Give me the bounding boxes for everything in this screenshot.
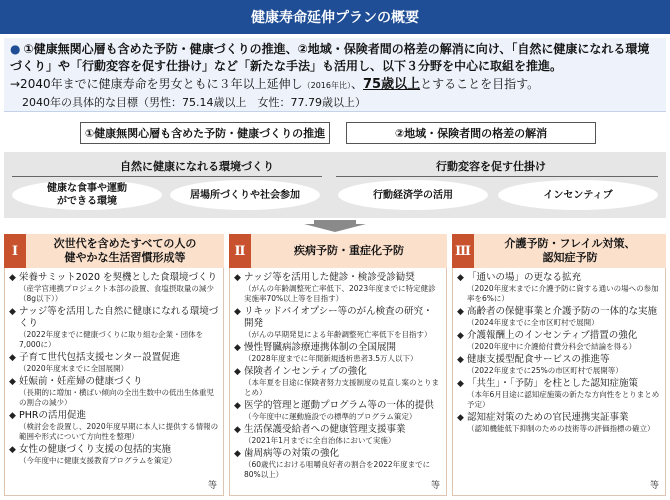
item-sub: （検討会を設置し、2020年度早期に本人に提供する情報の範囲や形式について方向性を整理） xyxy=(19,422,219,441)
list-item xyxy=(457,412,661,434)
item-sub: （本年夏を目途に保険者努力支援制度の見直し案のとりまとめ） xyxy=(244,378,439,397)
list-item xyxy=(9,376,219,408)
diamond-icon: ◆ xyxy=(234,401,241,411)
diamond-icon: ◆ xyxy=(457,355,464,365)
item-main: 女性の健康づくり支援の包括的実施 xyxy=(19,444,172,455)
summary-line-2-small: （2016年比） xyxy=(302,81,351,90)
column-1 xyxy=(4,234,224,496)
column-1-number: Ⅰ xyxy=(4,234,26,268)
item-sub: （長期的に増加・横ばい傾向の全出生数中の低出生体重児の割合の減少） xyxy=(19,388,214,407)
column-1-title: 次世代を含めたすべての人の 健やかな生活習慣形成等 xyxy=(53,237,197,264)
list-item xyxy=(234,342,442,364)
diamond-icon: ◆ xyxy=(457,273,464,283)
summary-line-1 xyxy=(10,41,660,75)
summary-line-2 xyxy=(10,75,660,95)
item-sub: （2020年度末までに介護予防に資する通いの場への参加率を6%に） xyxy=(467,284,659,303)
diamond-icon: ◆ xyxy=(9,445,16,455)
bullet-icon: ● xyxy=(10,42,21,56)
summary-line-2-suffix: とすることを目指す。 xyxy=(420,77,540,91)
diamond-icon: ◆ xyxy=(234,425,241,435)
column-3 xyxy=(452,234,666,496)
item-sub: （2020年度末までに全国展開） xyxy=(19,364,129,373)
column-3-number: Ⅲ xyxy=(452,234,474,268)
item-main: 医学的管理と運動プログラム等の一体的提供 xyxy=(244,400,434,411)
item-sub: （2022年度までに25%の市区町村で展開等） xyxy=(467,366,623,375)
summary-box xyxy=(4,38,666,112)
item-sub: （2022年度までに健康づくりに取り組む企業・団体を7,000に） xyxy=(19,330,204,349)
list-item xyxy=(234,400,442,422)
mechanism-behavioral-economics: 行動経済学の活用 xyxy=(338,180,488,210)
list-item xyxy=(234,272,442,304)
diamond-icon: ◆ xyxy=(234,273,241,283)
list-item xyxy=(9,272,219,304)
goal-box-right: ②地域・保険者間の格差の解消 xyxy=(346,122,596,144)
column-2-title: 疾病予防・重症化予防 xyxy=(294,244,404,257)
item-main: PHRの活用促進 xyxy=(19,410,86,421)
item-sub: （60歳代における咀嚼良好者の割合を2022年度までに80%以上） xyxy=(244,460,431,479)
mechanism-divider-right xyxy=(336,176,658,177)
item-main: 保険者インセンティブの強化 xyxy=(244,366,367,377)
item-sub: （がんの年齢調整死亡率低下、2023年度までに特定健診実施率70%以上等を目指す） xyxy=(244,284,436,303)
item-main: 「通いの場」の更なる拡充 xyxy=(467,272,582,283)
item-main: 栄養サミット2020 を契機とした食環境づくり xyxy=(19,272,218,283)
item-sub: （2020年度中に介護給付費分科会で結論を得る） xyxy=(467,342,637,351)
column-2-body xyxy=(229,268,447,496)
summary-line-1-text: ①健康無関心層も含めた予防・健康づくりの推進、②地域・保険者間の格差の解消に向け、「自然に健康になれる環境づくり」や「行動変容を促す仕掛け」など「新たな手法」も活用し、以下３分野を中心に取組を推進。 xyxy=(10,42,650,73)
list-item xyxy=(234,366,442,398)
mechanism-heading-left: 自然に健康になれる環境づくり xyxy=(120,160,274,173)
item-main: ナッジ等を活用した自然に健康になれる環境づくり xyxy=(19,306,219,329)
diamond-icon: ◆ xyxy=(457,413,464,423)
summary-line-2-strong: 75歳以上 xyxy=(362,77,421,92)
list-item xyxy=(234,306,442,340)
item-sub: （本年6月目途に認知症施策の新たな方向性をとりまとめ予定） xyxy=(467,390,660,409)
item-main: 認知症対策のための官民連携実証事業 xyxy=(467,412,629,423)
column-3-body xyxy=(452,268,666,496)
mechanism-divider-left xyxy=(12,176,322,177)
item-sub: （2021年1月までに全自治体において実施） xyxy=(244,436,396,445)
item-main: 生活保護受給者への健康管理支援事業 xyxy=(244,424,406,435)
item-main: 高齢者の保健事業と介護予防の一体的な実施 xyxy=(467,306,658,317)
item-sub: （産学官連携プロジェクト本部の設置、食塩摂取量の減少（8g以下）） xyxy=(19,284,214,303)
diamond-icon: ◆ xyxy=(234,307,241,317)
list-item xyxy=(457,330,661,352)
diamond-icon: ◆ xyxy=(457,379,464,389)
down-arrow-icon xyxy=(304,220,366,232)
list-item xyxy=(457,272,661,304)
item-main: 子育て世代包括支援センター設置促進 xyxy=(19,352,181,363)
list-item xyxy=(234,424,442,446)
list-item xyxy=(9,444,219,466)
etc-label: 等 xyxy=(649,481,659,491)
list-item xyxy=(9,352,219,374)
mechanism-healthy-environment: 健康な食事や運動 ができる環境 xyxy=(12,180,162,210)
item-main: ナッジ等を活用した健診・検診受診勧奨 xyxy=(244,272,415,283)
item-main: リキッドバイオプシー等のがん検査の研究・開発 xyxy=(244,306,433,329)
page-title xyxy=(0,0,670,34)
diamond-icon: ◆ xyxy=(457,307,464,317)
page-title-text: 健康寿命延伸プランの概要 xyxy=(251,10,419,26)
item-main: 妊娠前・妊産婦の健康づくり xyxy=(19,376,143,387)
diamond-icon: ◆ xyxy=(9,307,16,317)
item-sub: （今年度中に健康支援教育プログラムを策定） xyxy=(19,456,177,465)
diamond-icon: ◆ xyxy=(9,273,16,283)
item-main: 介護報酬上のインセンティブ措置の強化 xyxy=(467,330,638,341)
list-item xyxy=(9,410,219,442)
item-main: 歯周病等の対策の強化 xyxy=(244,448,340,459)
column-1-header xyxy=(4,234,224,268)
list-item xyxy=(457,378,661,410)
item-sub: （2024年度までに全市区町村で展開） xyxy=(467,318,599,327)
list-item xyxy=(234,448,442,480)
list-item xyxy=(457,306,661,328)
column-2-number: Ⅱ xyxy=(229,234,251,268)
diamond-icon: ◆ xyxy=(234,343,241,353)
item-sub: （2028年度までに年間新規透析患者3.5万人以下） xyxy=(244,354,418,363)
item-sub: （がんの早期発見による年齢調整死亡率低下を目指す） xyxy=(244,330,432,339)
mechanism-social-participation: 居場所づくりや社会参加 xyxy=(170,180,320,210)
item-main: 慢性腎臓病診療連携体制の全国展開 xyxy=(244,342,397,353)
column-3-title: 介護予防・フレイル対策、 認知症予防 xyxy=(504,237,636,264)
column-2 xyxy=(229,234,447,496)
diamond-icon: ◆ xyxy=(457,331,464,341)
diamond-icon: ◆ xyxy=(9,377,16,387)
summary-line-2-mid: 、 xyxy=(350,77,363,91)
etc-label: 等 xyxy=(207,481,217,491)
item-main: 「共生」・「予防」を柱とした認知症施策 xyxy=(467,378,639,389)
item-sub: （今年度中に運動施設での標準的プログラム策定） xyxy=(244,412,417,421)
summary-line-3: 2040年の具体的な目標（男性：75.14歳以上 女性：77.79歳以上） xyxy=(22,96,366,109)
mechanism-heading-right: 行動変容を促す仕掛け xyxy=(436,160,546,173)
goal-box-left: ①健康無関心層も含めた予防・健康づくりの推進 xyxy=(80,122,330,144)
item-sub: （認知機能低下抑制のための技術等の評価指標の確立） xyxy=(467,424,655,433)
diamond-icon: ◆ xyxy=(9,353,16,363)
column-1-body xyxy=(4,268,224,496)
list-item xyxy=(9,306,219,350)
column-3-header xyxy=(452,234,666,268)
column-2-header xyxy=(229,234,447,268)
item-main: 健康支援型配食サービスの推進等 xyxy=(467,354,610,365)
etc-label: 等 xyxy=(430,481,440,491)
diamond-icon: ◆ xyxy=(9,411,16,421)
diamond-icon: ◆ xyxy=(234,449,241,459)
mechanism-incentive: インセンティブ xyxy=(498,180,658,210)
list-item xyxy=(457,354,661,376)
summary-line-2-prefix: →2040年までに健康寿命を男女ともに３年以上延伸し xyxy=(10,77,303,91)
diamond-icon: ◆ xyxy=(234,367,241,377)
